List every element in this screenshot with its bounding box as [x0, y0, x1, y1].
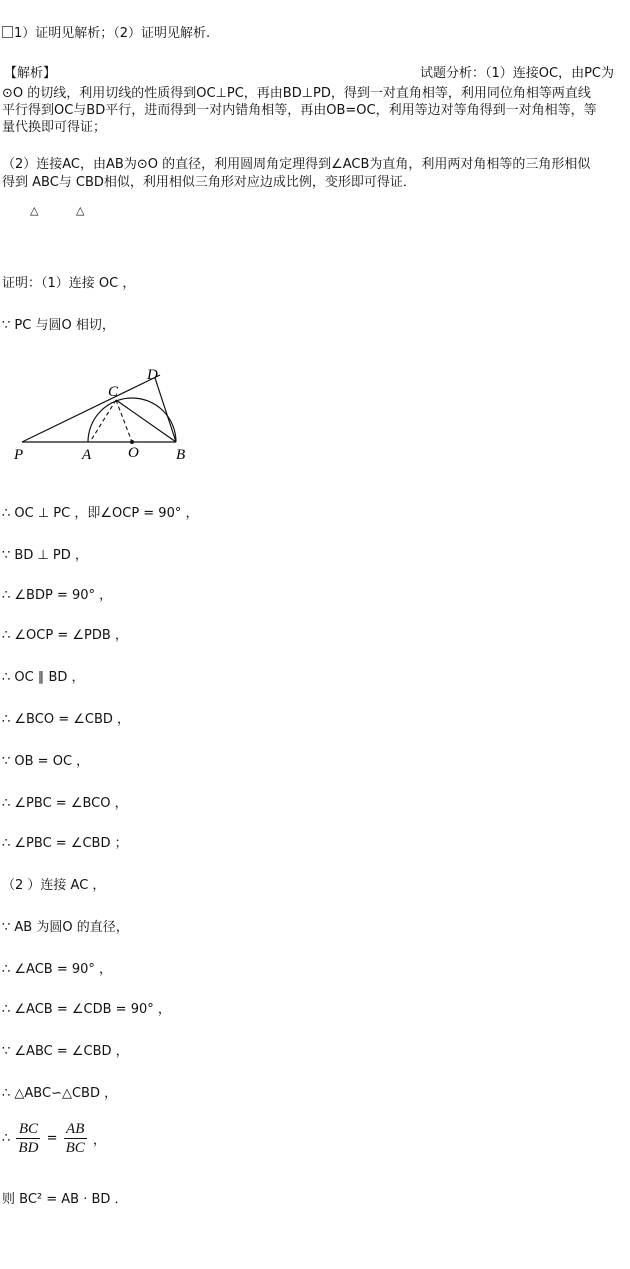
label-a: A: [82, 447, 92, 463]
fraction-bc-bd: [16, 1120, 40, 1157]
semicircle-arc: [88, 398, 176, 442]
proof-line-7: ∴ OC ∥ BD ，: [2, 670, 85, 685]
fraction-den-2: BC: [65, 1140, 85, 1156]
proof-line-13: ∵ AB 为圆O 的直径，: [2, 920, 129, 935]
fraction-ab-bc: [64, 1120, 87, 1157]
proof-fraction-line: [2, 1120, 106, 1157]
label-d: D: [147, 367, 158, 383]
triangle-symbol-1: △: [30, 204, 39, 217]
tangent-line-pd: [22, 375, 160, 442]
proof-line-4: ∵ BD ⊥ PD ，: [2, 548, 88, 563]
fraction-num-2: AB: [64, 1120, 87, 1139]
proof-final-line: 则 BC² = AB · BD ．: [2, 1192, 128, 1207]
analysis-p2-line2: 得到 ABC与 CBD相似，利用相似三角形对应边成比例，变形即可得证．: [2, 175, 416, 190]
proof-line-16: ∵ ∠ABC = ∠CBD ，: [2, 1044, 129, 1059]
proof-line-11: ∴ ∠PBC = ∠CBD ；: [2, 836, 128, 851]
proof-line-14: ∴ ∠ACB = 90° ，: [2, 962, 113, 977]
analysis-p2-line1: （2）连接AC，由AB为⊙O 的直径，利用圆周角定理得到∠ACB为直角，利用两对角相等的三角形相似: [2, 157, 591, 172]
analysis-p1-line3: 量代换即可得证；: [2, 120, 107, 135]
label-o: O: [128, 445, 139, 461]
image-placeholder-icon: [2, 26, 13, 38]
proof-line-2: ∵ PC 与圆O 相切，: [2, 318, 115, 333]
center-point-o: [130, 440, 134, 444]
label-p: P: [14, 447, 24, 463]
segment-bd: [155, 378, 176, 442]
analysis-p1-line2: 平行得到OC与BD平行，进而得到一对内错角相等，再由OB=OC，利用等边对等角得到一对角相等，等: [2, 103, 597, 118]
analysis-tag: 【解析】: [4, 66, 57, 81]
segment-ca-dashed: [90, 400, 116, 442]
proof-line-5: ∴ ∠BDP = 90° ，: [2, 588, 113, 603]
proof-line-12: （2 ）连接 AC ，: [2, 878, 106, 893]
fraction-equals: =: [46, 1131, 58, 1146]
fraction-den-1: BD: [18, 1140, 39, 1156]
analysis-lead: 试题分析：（1）连接OC，由PC为: [420, 66, 614, 81]
analysis-p1-line1: ⊙O 的切线，利用切线的性质得到OC⊥PC，再由BD⊥PD，得到一对直角相等，利用同位角相等两直线: [2, 86, 591, 101]
label-b: B: [176, 447, 186, 463]
proof-line-6: ∴ ∠OCP = ∠PDB ，: [2, 628, 128, 643]
geometry-figure: [0, 360, 200, 470]
proof-line-17: ∴ △ABC∽△CBD ，: [2, 1086, 118, 1101]
proof-line-3: ∴ OC ⊥ PC ，即∠OCP = 90° ，: [2, 506, 199, 521]
proof-line-15: ∴ ∠ACB = ∠CDB = 90° ，: [2, 1002, 171, 1017]
answer-line: 1）证明见解析；（2）证明见解析.: [2, 22, 210, 41]
proof-line-9: ∵ OB = OC ，: [2, 754, 90, 769]
fraction-suffix: ，: [92, 1133, 106, 1148]
proof-line-1: 证明：（1）连接 OC ，: [2, 276, 136, 291]
segment-cb: [116, 400, 176, 442]
label-c: C: [108, 384, 119, 400]
proof-line-8: ∴ ∠BCO = ∠CBD ，: [2, 712, 131, 727]
fraction-num-1: BC: [16, 1120, 40, 1139]
fraction-prefix: ∴: [2, 1131, 11, 1146]
proof-line-10: ∴ ∠PBC = ∠BCO ，: [2, 796, 128, 811]
triangle-symbol-2: △: [76, 204, 85, 217]
